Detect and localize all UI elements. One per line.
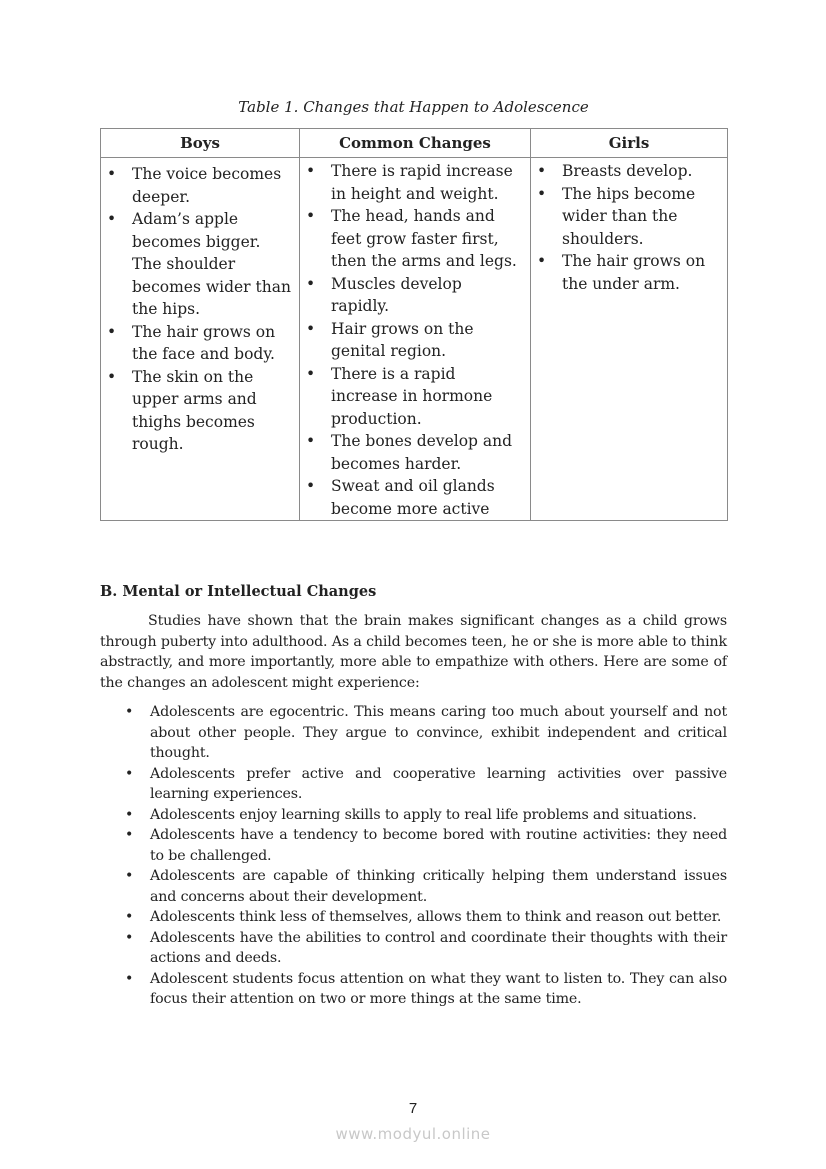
girls-list — [535, 160, 721, 295]
list-item: • There is a rapid increase in hormone production. — [304, 363, 524, 431]
list-item: • Adolescents are capable of thinking critically helping them understand issues and concerns about their development. — [100, 866, 727, 907]
list-item: • Adolescents think less of themselves, allows them to think and reason out better. — [100, 907, 727, 928]
list-item: • The head, hands and feet grow faster first, then the arms and legs. — [304, 205, 524, 273]
list-item: • The skin on the upper arms and thighs becomes rough. — [105, 366, 293, 456]
section-heading: B. Mental or Intellectual Changes — [100, 583, 377, 600]
table-row — [101, 158, 728, 521]
list-item: • Adolescent students focus attention on what they want to listen to. They can also focus their attention on two or more things at the same time. — [100, 969, 727, 1010]
list-item: • Muscles develop rapidly. — [304, 273, 524, 318]
header-boys: Boys — [101, 129, 300, 158]
list-item: • Sweat and oil glands become more active — [304, 475, 524, 520]
list-item: • The hair grows on the under arm. — [535, 250, 721, 295]
list-item: • The hair grows on the face and body. — [105, 321, 293, 366]
list-item: • There is rapid increase in height and weight. — [304, 160, 524, 205]
list-item: • Adolescents have a tendency to become bored with routine activities: they need to be challenged. — [100, 825, 727, 866]
boys-list — [105, 163, 293, 456]
boys-cell — [101, 158, 300, 521]
list-item: • Adolescents enjoy learning skills to apply to real life problems and situations. — [100, 805, 727, 826]
header-girls: Girls — [531, 129, 728, 158]
list-item: • Breasts develop. — [535, 160, 721, 183]
list-item: • The voice becomes deeper. — [105, 163, 293, 208]
girls-cell — [531, 158, 728, 521]
common-changes-list — [304, 160, 524, 520]
page-number: 7 — [408, 1100, 418, 1117]
list-item: • Adolescents prefer active and cooperative learning activities over passive learning experiences. — [100, 764, 727, 805]
table-header-row — [101, 129, 728, 158]
adolescence-changes-table — [100, 128, 728, 521]
watermark: www.modyul.online — [335, 1125, 491, 1143]
list-item: • Adolescents are egocentric. This means caring too much about yourself and not about other people. They argue to convince, exhibit independent and critical thought. — [100, 702, 727, 764]
list-item: • Hair grows on the genital region. — [304, 318, 524, 363]
common-changes-cell — [300, 158, 531, 521]
mental-changes-list — [100, 702, 727, 1010]
table-caption: Table 1. Changes that Happen to Adolescence — [238, 98, 589, 116]
list-item: • Adolescents have the abilities to control and coordinate their thoughts with their actions and deeds. — [100, 928, 727, 969]
list-item: • The bones develop and becomes harder. — [304, 430, 524, 475]
list-item: • The hips become wider than the shoulders. — [535, 183, 721, 251]
header-common-changes: Common Changes — [300, 129, 531, 158]
intro-paragraph: Studies have shown that the brain makes significant changes as a child grows through puberty into adulthood. As a child becomes teen, he or she is more able to think abstractly, and more importantly, more able to empathize with others. Here are some of the changes an adolescent might experience: — [100, 613, 727, 691]
list-item: • Adam’s apple becomes bigger. The shoulder becomes wider than the hips. — [105, 208, 293, 321]
